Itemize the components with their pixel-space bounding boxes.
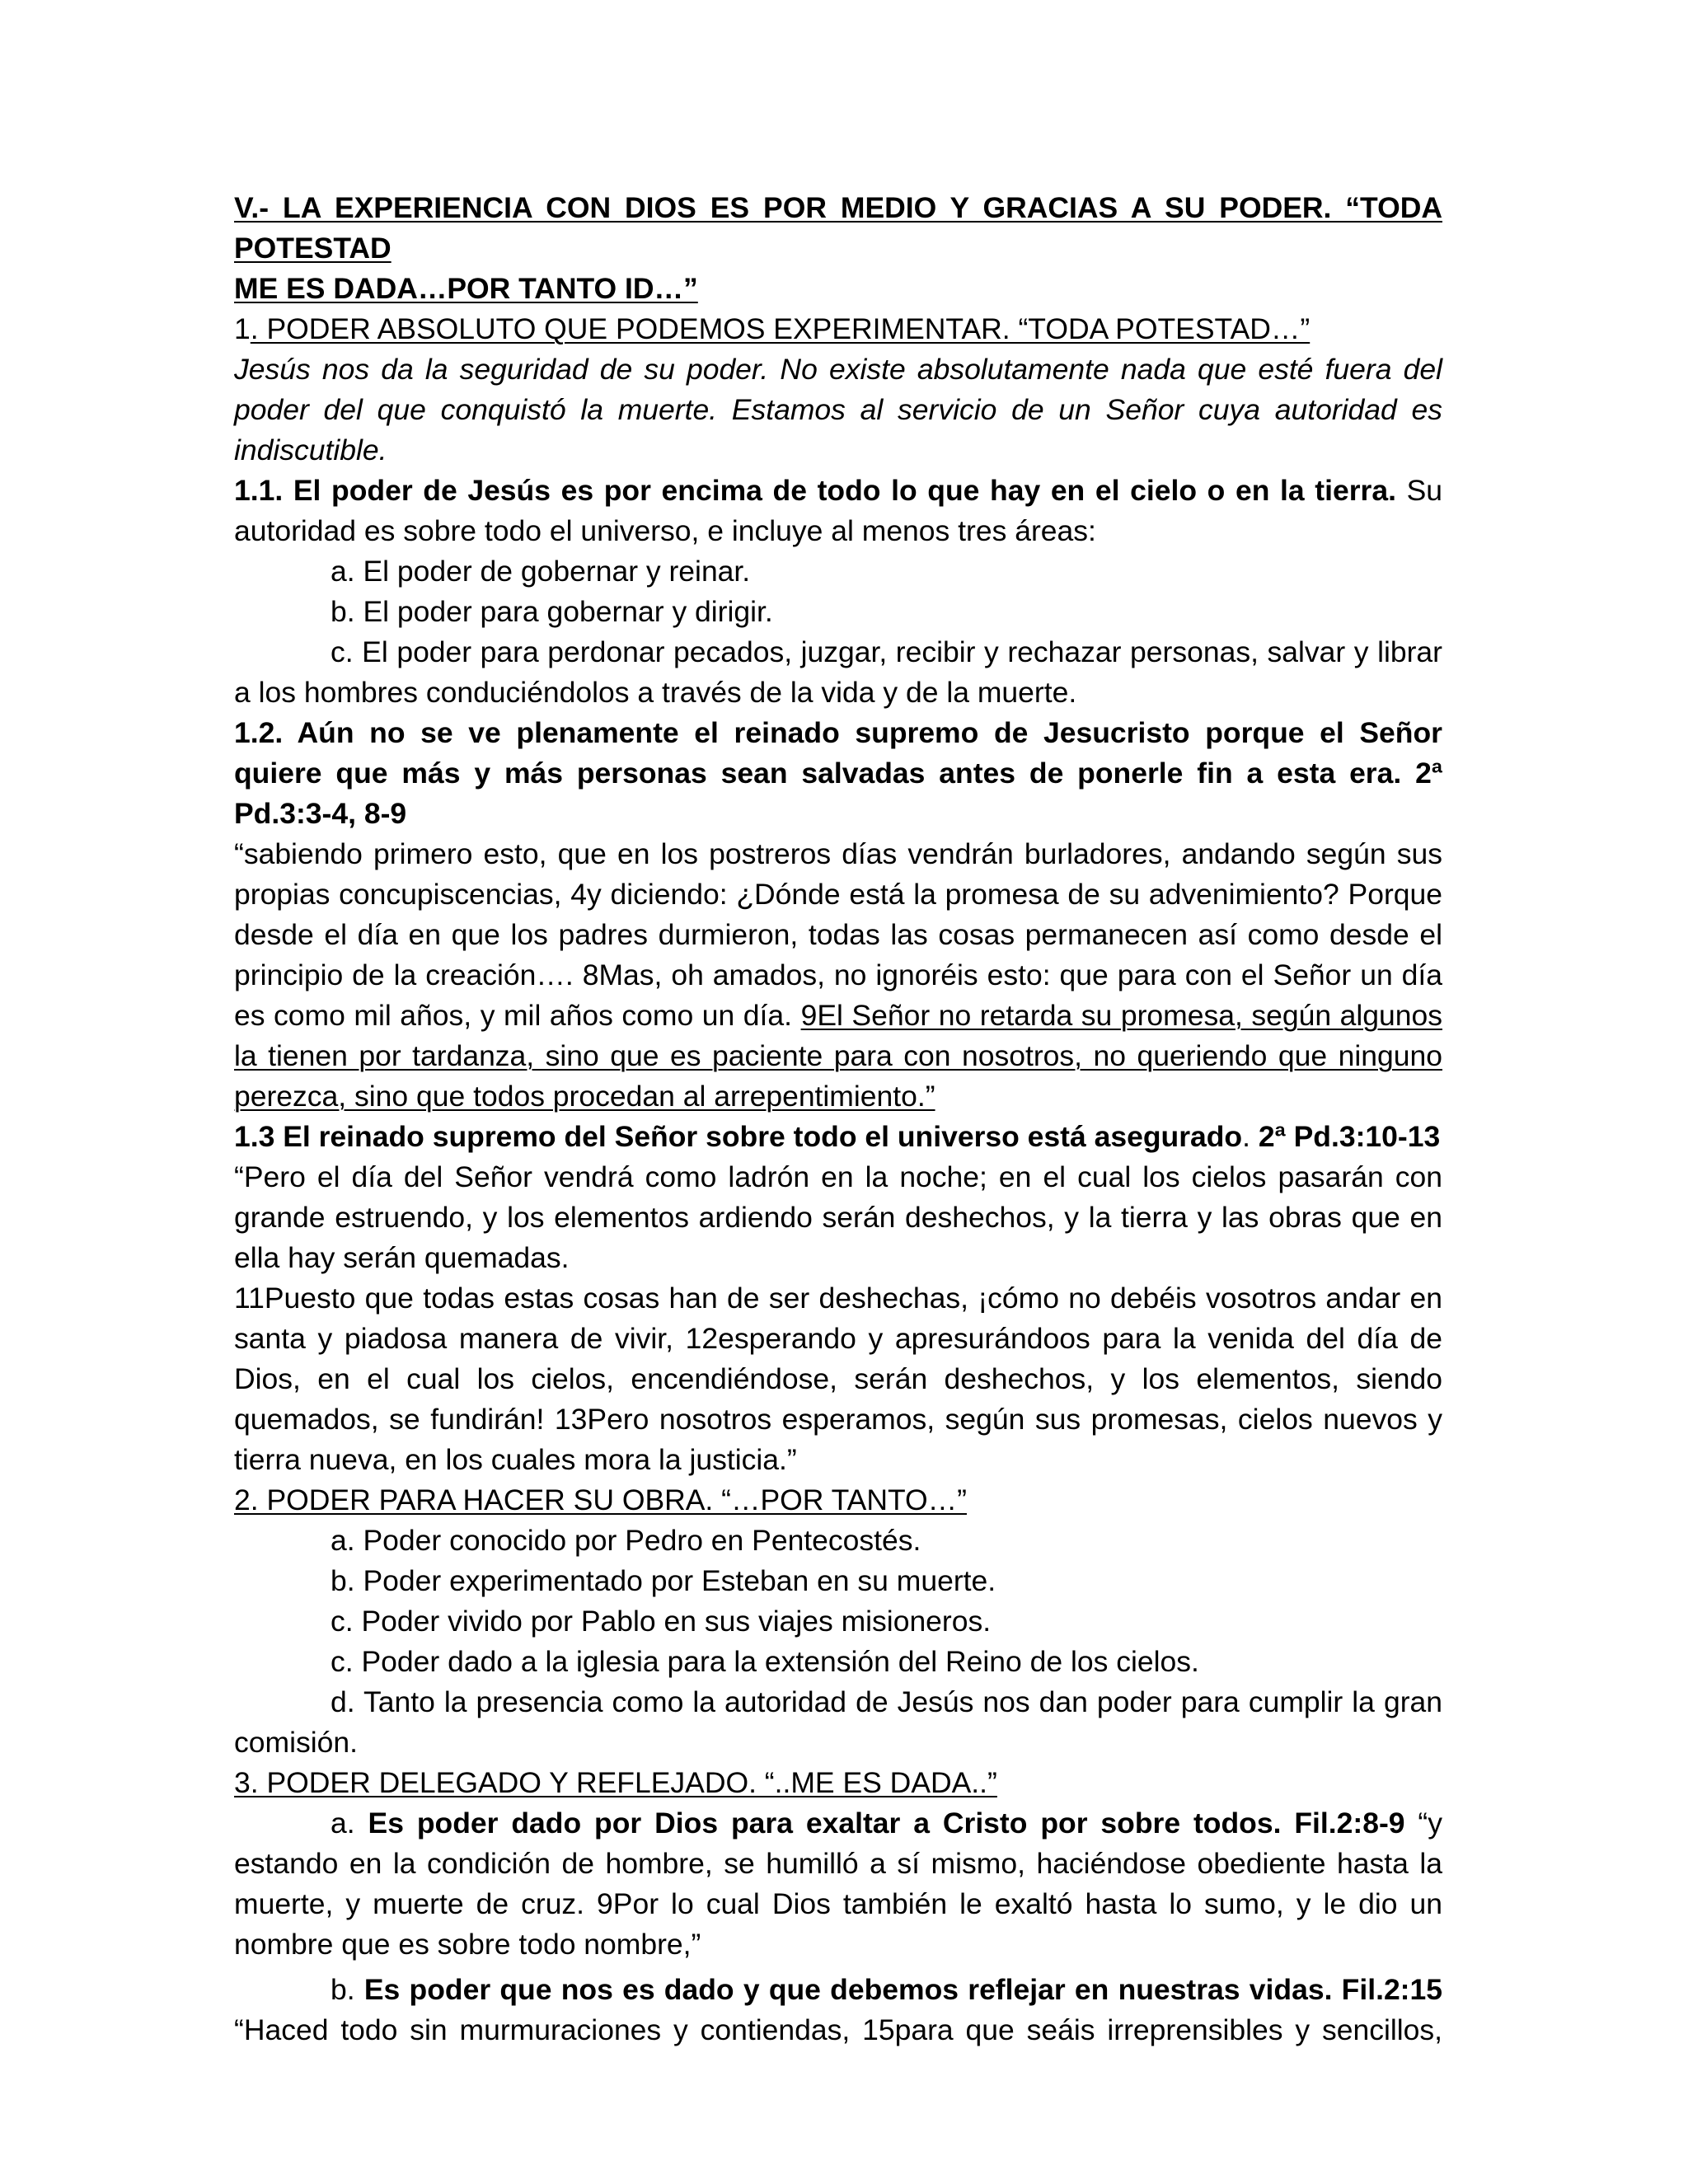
section-2-item-c: c. Poder vivido por Pablo en sus viajes misioneros. <box>331 1605 992 1638</box>
section-3-item-a-heading: Es poder dado por Dios para exaltar a Cristo por sobre todos. Fil.2:8-9 <box>368 1807 1405 1840</box>
section-2-item-b: b. Poder experimentado por Esteban en su muerte. <box>331 1564 996 1597</box>
paragraph-1-3-reference: 2ª Pd.3:10-13 <box>1258 1120 1441 1153</box>
section-3-item-b-label: b. <box>331 1973 364 2006</box>
main-heading-line-1: V.- LA EXPERIENCIA CON DIOS ES POR MEDIO Y GRACIAS A SU PODER. “TODA POTESTAD <box>234 191 1442 265</box>
section-1-intro: Jesús nos da la seguridad de su poder. No existe absolutamente nada que esté fuera del poder del que conquistó la muerte. Estamos al servicio de un Señor cuya autoridad es indiscutible. <box>234 353 1442 466</box>
section-3-item-b-heading: Es poder que nos es dado y que debemos reflejar en nuestras vidas. Fil.2:15 <box>363 1973 1442 2006</box>
paragraph-1-1 <box>234 471 1442 551</box>
section-3-title: 3. PODER DELEGADO Y REFLEJADO. “..ME ES DADA..” <box>234 1766 997 1799</box>
paragraph-1-3-heading-text: 1.3 El reinado supremo del Señor sobre todo el universo está asegurado <box>234 1120 1243 1153</box>
paragraph-1-1-text: Su autoridad es sobre todo el universo, e incluye al menos tres áreas: <box>234 474 1442 547</box>
paragraph-1-3-heading <box>234 1117 1442 1157</box>
section-3-item-a-label: a. <box>331 1807 368 1840</box>
list-item-a: a. El poder de gobernar y reinar. <box>331 555 751 588</box>
section-2-item-c-second: c. Poder dado a la iglesia para la extensión del Reino de los cielos. <box>331 1645 1199 1678</box>
paragraph-1-3-dot: . <box>1242 1120 1259 1153</box>
paragraph-1-2-heading: 1.2. Aún no se ve plenamente el reinado supremo de Jesucristo porque el Señor quiere que más y más personas sean salvadas antes de ponerle fin a esta era. 2ª Pd.3:3-4, 8-9 <box>234 716 1442 830</box>
quote-2-peter-3-9-underlined: 9El Señor no retarda su promesa, según algunos la tienen por tardanza, sino que es paciente para con nosotros, no queriendo que ninguno perezca, sino que todos procedan al arrepentimiento.” <box>234 999 1442 1113</box>
section-3-item-a-quote: “y estando en la condición de hombre, se humilló a sí mismo, haciéndose obediente hasta la muerte, y muerte de cruz. 9Por lo cual Dios también le exaltó hasta lo sumo, y le dio un nombre que es sobre todo nombre,” <box>234 1807 1442 1961</box>
section-3-item-a <box>234 1803 1442 1965</box>
paragraph-1-1-heading: 1.1. El poder de Jesús es por encima de todo lo que hay en el cielo o en la tierra. <box>234 474 1396 507</box>
section-2-item-d: d. Tanto la presencia como la autoridad de Jesús nos dan poder para cumplir la gran comisión. <box>234 1685 1442 1759</box>
section-2-item-a: a. Poder conocido por Pedro en Pentecostés. <box>331 1524 921 1557</box>
paragraph-1-3-quote-cont: 11Puesto que todas estas cosas han de ser deshechas, ¡cómo no debéis vosotros andar en santa y piadosa manera de vivir, 12esperando y apresurándoos para la venida del día de Dios, en el cual los cielos, encendiéndose, serán deshechos, y los elementos, siendo quemados, se fundirán! 13Pero nosotros esperamos, según sus promesas, cielos nuevos y tierra nueva, en los cuales mora la justicia.” <box>234 1282 1442 1476</box>
main-heading-line-2: ME ES DADA…POR TANTO ID…” <box>234 272 698 305</box>
paragraph-1-2-quote <box>234 834 1442 1117</box>
section-3-item-b <box>234 1970 1442 2010</box>
list-item-c: c. El poder para perdonar pecados, juzgar, recibir y rechazar personas, salvar y librar a los hombres conduciéndolos a través de la vida y de la muerte. <box>234 635 1442 709</box>
document-page <box>234 188 1442 2050</box>
section-3-item-b-quote: “Haced todo sin murmuraciones y contiendas, 15para que seáis irreprensibles y sencillos, <box>234 2013 1442 2046</box>
quote-2-peter-3-3-8: “sabiendo primero esto, que en los postreros días vendrán burladores, andando según sus propias concupiscencias, 4y diciendo: ¿Dónde está la promesa de su advenimiento? Porque desde el día en que los padres durmieron, todas las cosas permanecen así como desde el principio de la creación…. 8Mas, oh amados, no ignoréis esto: que para con el Señor un día es como mil años, y mil años como un día. <box>234 837 1442 1032</box>
section-1-title <box>234 309 1442 349</box>
list-item-b: b. El poder para gobernar y dirigir. <box>331 595 773 628</box>
section-2-title: 2. PODER PARA HACER SU OBRA. “…POR TANTO…” <box>234 1483 967 1516</box>
section-1-title-text: . PODER ABSOLUTO QUE PODEMOS EXPERIMENTAR. “TODA POTESTAD…” <box>250 312 1311 345</box>
section-1-number: 1 <box>234 312 251 345</box>
paragraph-1-3-quote: “Pero el día del Señor vendrá como ladrón en la noche; en el cual los cielos pasarán con grande estruendo, y los elementos ardiendo serán deshechos, y la tierra y las obras que en ella hay serán quemadas. <box>234 1160 1442 1274</box>
